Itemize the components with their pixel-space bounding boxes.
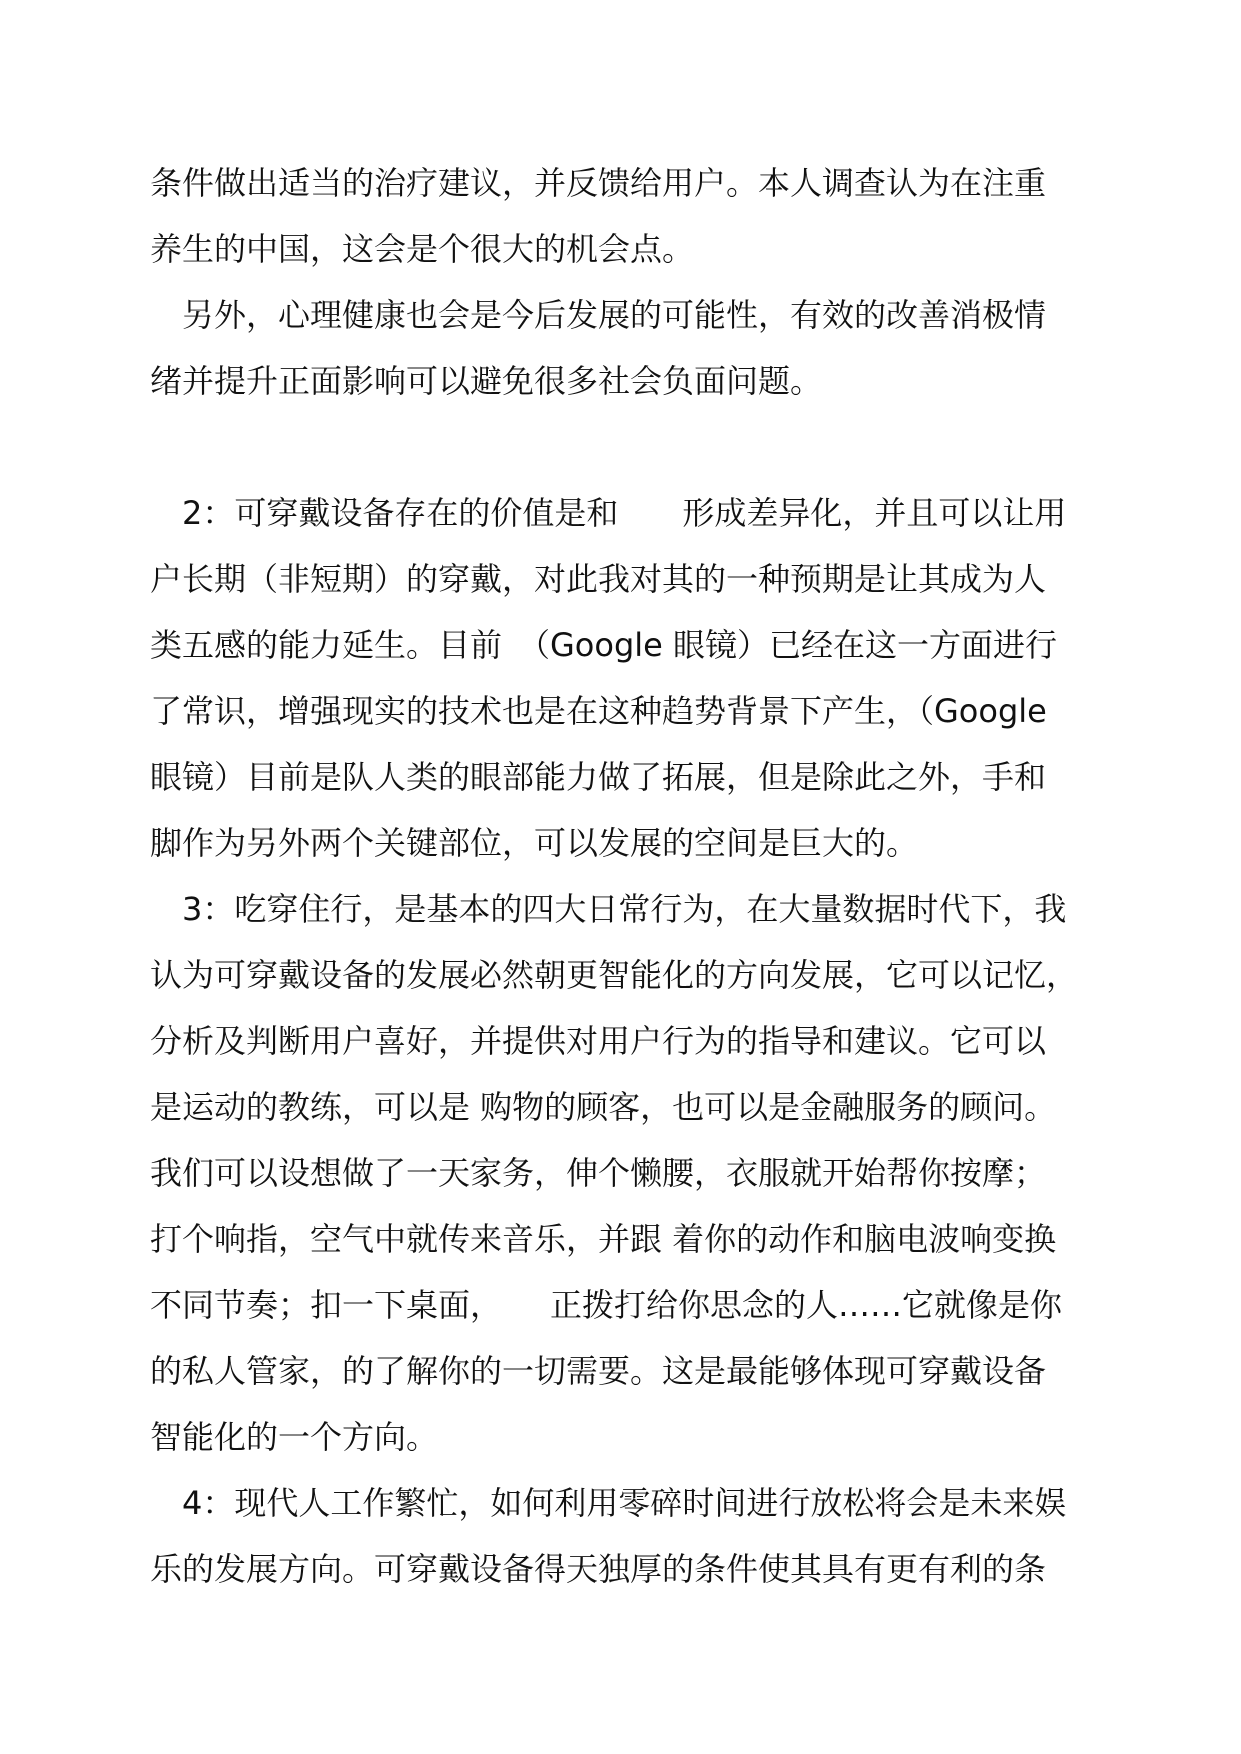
text-line: 不同节奏；扣一下桌面， 正拨打给你思念的人……它就像是你	[150, 1286, 1063, 1324]
text-line: 乐的发展方向。可穿戴设备得天独厚的条件使其具有更有利的条	[150, 1550, 1047, 1588]
text-line: 4：现代人工作繁忙，如何利用零碎时间进行放松将会是未来娱	[150, 1484, 1067, 1522]
text-line: 2：可穿戴设备存在的价值是和 形成差异化，并且可以让用	[150, 494, 1067, 532]
text-line: 脚作为另外两个关键部位，可以发展的空间是巨大的。	[150, 824, 919, 862]
text-line: 另外，心理健康也会是今后发展的可能性，有效的改善消极情	[150, 296, 1047, 334]
text-line: 绪并提升正面影响可以避免很多社会负面问题。	[150, 362, 823, 400]
text-line: 打个响指，空气中就传来音乐，并跟 着你的动作和脑电波响变换	[150, 1220, 1057, 1258]
text-line: 分析及判断用户喜好，并提供对用户行为的指导和建议。它可以	[150, 1022, 1047, 1060]
text-line: 户长期（非短期）的穿戴，对此我对其的一种预期是让其成为人	[150, 560, 1047, 598]
text-line: 眼镜）目前是队人类的眼部能力做了拓展，但是除此之外，手和	[150, 758, 1047, 796]
text-line: 认为可穿戴设备的发展必然朝更智能化的方向发展，它可以记忆，	[150, 956, 1079, 994]
paragraph-gap	[150, 414, 1110, 480]
text-line: 条件做出适当的治疗建议，并反馈给用户。本人调查认为在注重	[150, 164, 1047, 202]
text-line: 智能化的一个方向。	[150, 1418, 439, 1456]
text-line: 我们可以设想做了一天家务，伸个懒腰，衣服就开始帮你按摩；	[150, 1154, 1047, 1192]
text-line: 的私人管家，的了解你的一切需要。这是最能够体现可穿戴设备	[150, 1352, 1047, 1390]
text-line: 类五感的能力延生。目前 （Google 眼镜）已经在这一方面进行	[150, 626, 1058, 664]
text-line: 3：吃穿住行，是基本的四大日常行为，在大量数据时代下，我	[150, 890, 1067, 928]
text-line: 了常识，增强现实的技术也是在这种趋势背景下产生，（Google	[150, 692, 1047, 730]
text-line: 养生的中国，这会是个很大的机会点。	[150, 230, 695, 268]
text-line: 是运动的教练，可以是 购物的顾客，也可以是金融服务的顾问。	[150, 1088, 1057, 1126]
body-text	[150, 150, 1110, 1602]
